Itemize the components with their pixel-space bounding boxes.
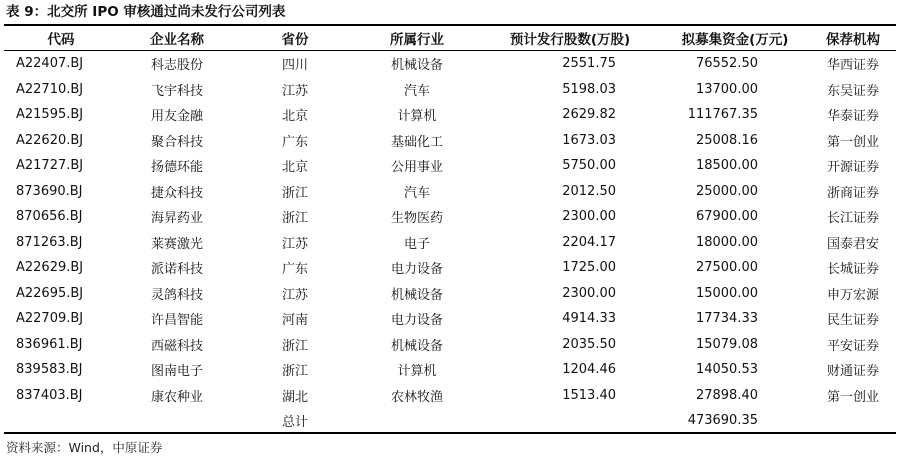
table-row bbox=[4, 306, 896, 332]
cell-company: 康农种业 bbox=[150, 389, 203, 405]
col-header-funds: 拟募集资金(万元) bbox=[681, 32, 789, 48]
cell-sponsor: 浙商证券 bbox=[826, 185, 879, 201]
cell-company: 西磁科技 bbox=[150, 338, 203, 354]
cell-province: 广东 bbox=[281, 134, 308, 150]
cell-shares: 2300.00 bbox=[562, 209, 616, 225]
cell-province: 四川 bbox=[281, 58, 308, 74]
cell-province: 浙江 bbox=[281, 338, 308, 354]
cell-code: A22620.BJ bbox=[16, 132, 84, 148]
cell-sponsor: 申万宏源 bbox=[826, 287, 879, 303]
cell-province: 江苏 bbox=[281, 83, 308, 99]
cell-company: 灵鸽科技 bbox=[150, 287, 203, 303]
cell-province: 河南 bbox=[281, 313, 308, 329]
table-title: 表 9：北交所 IPO 审核通过尚未发行公司列表 bbox=[6, 4, 286, 20]
cell-funds: 15000.00 bbox=[695, 285, 758, 301]
cell-industry: 电力设备 bbox=[390, 262, 443, 278]
cell-code: A21727.BJ bbox=[16, 158, 84, 174]
cell-code: 873690.BJ bbox=[16, 183, 83, 199]
cell-shares: 1725.00 bbox=[562, 260, 616, 276]
cell-shares: 4914.33 bbox=[562, 311, 616, 327]
cell-shares: 5198.03 bbox=[562, 81, 616, 97]
cell-industry: 电子 bbox=[403, 236, 430, 252]
cell-province: 浙江 bbox=[281, 211, 308, 227]
total-empty bbox=[4, 408, 118, 434]
cell-sponsor: 第一创业 bbox=[826, 134, 879, 150]
total-empty bbox=[810, 408, 896, 434]
cell-industry: 生物医药 bbox=[390, 211, 443, 227]
cell-company: 海昇药业 bbox=[150, 211, 203, 227]
cell-industry: 农林牧渔 bbox=[390, 389, 443, 405]
cell-funds: 27898.40 bbox=[695, 387, 758, 403]
table-row bbox=[4, 230, 896, 256]
header-row bbox=[4, 25, 896, 51]
cell-code: A22407.BJ bbox=[16, 56, 84, 72]
table-row bbox=[4, 357, 896, 383]
cell-industry: 机械设备 bbox=[390, 287, 443, 303]
table-row bbox=[4, 255, 896, 281]
table-row bbox=[4, 179, 896, 205]
cell-funds: 67900.00 bbox=[695, 209, 758, 225]
cell-shares: 1513.40 bbox=[562, 387, 616, 403]
table-row bbox=[4, 51, 896, 77]
cell-industry: 计算机 bbox=[397, 364, 437, 380]
cell-province: 浙江 bbox=[281, 364, 308, 380]
cell-industry: 机械设备 bbox=[390, 338, 443, 354]
cell-shares: 2012.50 bbox=[562, 183, 616, 199]
total-funds: 473690.35 bbox=[687, 413, 758, 429]
cell-shares: 5750.00 bbox=[562, 158, 616, 174]
cell-company: 科志股份 bbox=[150, 58, 203, 74]
cell-province: 江苏 bbox=[281, 287, 308, 303]
table-body bbox=[4, 51, 896, 434]
cell-shares: 1204.46 bbox=[562, 362, 616, 378]
cell-company: 图南电子 bbox=[150, 364, 203, 380]
cell-sponsor: 华西证券 bbox=[826, 58, 879, 74]
table-row bbox=[4, 383, 896, 409]
cell-company: 聚合科技 bbox=[150, 134, 203, 150]
cell-code: A22710.BJ bbox=[16, 81, 84, 97]
cell-code: A21595.BJ bbox=[16, 107, 84, 123]
cell-company: 莱赛激光 bbox=[150, 236, 203, 252]
cell-industry: 电力设备 bbox=[390, 313, 443, 329]
cell-sponsor: 长城证券 bbox=[826, 262, 879, 278]
cell-sponsor: 开源证券 bbox=[826, 160, 879, 176]
col-header-province: 省份 bbox=[281, 32, 309, 48]
cell-shares: 2035.50 bbox=[562, 336, 616, 352]
cell-company: 派诺科技 bbox=[150, 262, 203, 278]
cell-industry: 公用事业 bbox=[390, 160, 443, 176]
total-label: 总计 bbox=[281, 415, 308, 431]
table-row bbox=[4, 77, 896, 103]
cell-sponsor: 华泰证券 bbox=[826, 109, 879, 125]
cell-sponsor: 平安证券 bbox=[826, 338, 879, 354]
cell-sponsor: 国泰君安 bbox=[826, 236, 879, 252]
table-row bbox=[4, 332, 896, 358]
cell-sponsor: 长江证券 bbox=[826, 211, 879, 227]
cell-code: 870656.BJ bbox=[16, 209, 83, 225]
cell-industry: 机械设备 bbox=[390, 58, 443, 74]
cell-province: 北京 bbox=[281, 109, 308, 125]
cell-shares: 2551.75 bbox=[562, 56, 616, 72]
total-empty bbox=[118, 408, 236, 434]
col-header-company: 企业名称 bbox=[150, 32, 204, 48]
cell-company: 许昌智能 bbox=[150, 313, 203, 329]
cell-funds: 27500.00 bbox=[695, 260, 758, 276]
cell-funds: 13700.00 bbox=[695, 81, 758, 97]
cell-code: A22629.BJ bbox=[16, 260, 84, 276]
cell-industry: 计算机 bbox=[397, 109, 437, 125]
cell-industry: 汽车 bbox=[403, 83, 430, 99]
cell-province: 浙江 bbox=[281, 185, 308, 201]
cell-shares: 1673.03 bbox=[562, 132, 616, 148]
table-row bbox=[4, 102, 896, 128]
total-empty bbox=[354, 408, 480, 434]
cell-code: A22695.BJ bbox=[16, 285, 84, 301]
cell-shares: 2204.17 bbox=[562, 234, 616, 250]
cell-shares: 2629.82 bbox=[562, 107, 616, 123]
cell-funds: 76552.50 bbox=[695, 56, 758, 72]
cell-sponsor: 民生证券 bbox=[826, 313, 879, 329]
cell-code: 837403.BJ bbox=[16, 387, 83, 403]
ipo-table bbox=[4, 25, 896, 434]
cell-sponsor: 东吴证券 bbox=[826, 83, 879, 99]
source-note: 资料来源：Wind，中原证券 bbox=[6, 440, 163, 455]
cell-shares: 2300.00 bbox=[562, 285, 616, 301]
cell-funds: 25000.00 bbox=[695, 183, 758, 199]
cell-company: 飞宇科技 bbox=[150, 83, 203, 99]
cell-code: 839583.BJ bbox=[16, 362, 83, 378]
cell-code: 836961.BJ bbox=[16, 336, 83, 352]
cell-industry: 汽车 bbox=[403, 185, 430, 201]
cell-province: 北京 bbox=[281, 160, 308, 176]
col-header-shares: 预计发行股数(万股) bbox=[509, 32, 631, 48]
col-header-code: 代码 bbox=[47, 32, 75, 48]
cell-company: 用友金融 bbox=[150, 109, 203, 125]
cell-code: A22709.BJ bbox=[16, 311, 84, 327]
col-header-sponsor: 保荐机构 bbox=[826, 32, 880, 48]
cell-funds: 18000.00 bbox=[695, 234, 758, 250]
cell-province: 广东 bbox=[281, 262, 308, 278]
cell-funds: 17734.33 bbox=[695, 311, 758, 327]
cell-funds: 14050.53 bbox=[695, 362, 758, 378]
total-empty bbox=[480, 408, 660, 434]
col-header-industry: 所属行业 bbox=[390, 32, 444, 48]
cell-funds: 18500.00 bbox=[695, 158, 758, 174]
cell-industry: 基础化工 bbox=[390, 134, 443, 150]
table-row bbox=[4, 128, 896, 154]
cell-sponsor: 第一创业 bbox=[826, 389, 879, 405]
table-row bbox=[4, 153, 896, 179]
cell-province: 江苏 bbox=[281, 236, 308, 252]
cell-funds: 25008.16 bbox=[695, 132, 758, 148]
cell-company: 扬德环能 bbox=[150, 160, 203, 176]
cell-sponsor: 财通证券 bbox=[826, 364, 879, 380]
cell-province: 湖北 bbox=[281, 389, 308, 405]
cell-code: 871263.BJ bbox=[16, 234, 83, 250]
cell-funds: 111767.35 bbox=[687, 107, 758, 123]
cell-company: 捷众科技 bbox=[150, 185, 203, 201]
table-row bbox=[4, 281, 896, 307]
table-row bbox=[4, 204, 896, 230]
total-row bbox=[4, 408, 896, 434]
cell-funds: 15079.08 bbox=[695, 336, 758, 352]
